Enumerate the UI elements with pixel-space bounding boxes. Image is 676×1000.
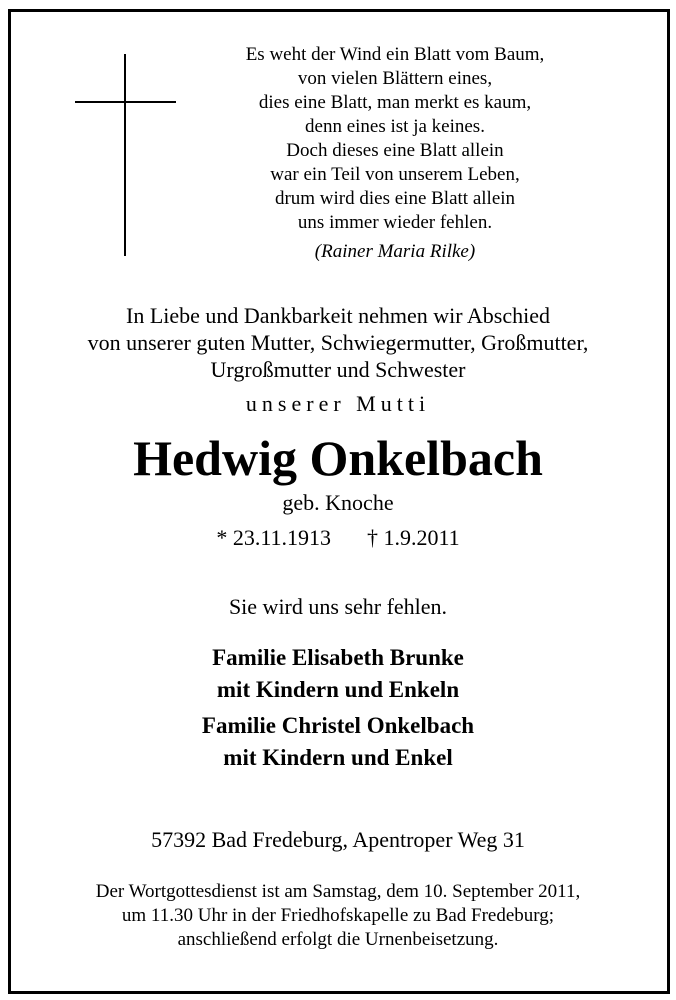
poem-line: uns immer wieder fehlen. (297, 212, 493, 233)
poem-line: drum wird dies eine Blatt allein (274, 188, 516, 209)
poem (190, 43, 600, 264)
intro-line: von unserer guten Mutter, Schwiegermutter, Großmutter, (87, 330, 589, 355)
farewell-intro (0, 302, 676, 383)
poem-author: (Rainer Maria Rilke) (314, 241, 476, 262)
cross-vertical-bar (124, 54, 126, 256)
poem-line: denn eines ist ja keines. (305, 116, 485, 137)
service-line: Der Wortgottesdienst ist am Samstag, dem 10. September 2011, (95, 881, 581, 902)
family-members: mit Kindern und Enkeln (216, 677, 460, 702)
poem-line: dies eine Blatt, man merkt es kaum, (258, 92, 532, 113)
family-block (0, 710, 676, 774)
family-block (0, 642, 676, 706)
family-name: Familie Elisabeth Brunke (212, 645, 464, 670)
service-info (0, 880, 676, 952)
birth-date: * 23.11.1913 (216, 525, 331, 550)
closing-line: Sie wird uns sehr fehlen. (228, 594, 448, 619)
poem-line: von vielen Blättern eines, (297, 68, 493, 89)
poem-line: Es weht der Wind ein Blatt vom Baum, (245, 44, 545, 65)
deceased-name: Hedwig Onkelbach (133, 430, 543, 486)
service-line: um 11.30 Uhr in der Friedhofskapelle zu Bad Fredeburg; (121, 905, 555, 926)
intro-line: In Liebe und Dankbarkeit nehmen wir Abschied (126, 303, 550, 328)
death-date: † 1.9.2011 (367, 525, 460, 550)
address: 57392 Bad Fredeburg, Apentroper Weg 31 (151, 827, 525, 852)
poem-line: war ein Teil von unserem Leben, (270, 164, 520, 185)
intro-line: Urgroßmutter und Schwester (210, 357, 466, 382)
poem-line: Doch dieses eine Blatt allein (286, 140, 504, 161)
family-members: mit Kindern und Enkel (223, 745, 453, 770)
life-dates (0, 525, 676, 551)
family-name: Familie Christel Onkelbach (201, 713, 475, 738)
cross-horizontal-bar (75, 101, 176, 103)
maiden-name: geb. Knoche (282, 490, 394, 515)
nickname: unserer Mutti (245, 391, 431, 416)
service-line: anschließend erfolgt die Urnenbeisetzung. (177, 929, 499, 950)
